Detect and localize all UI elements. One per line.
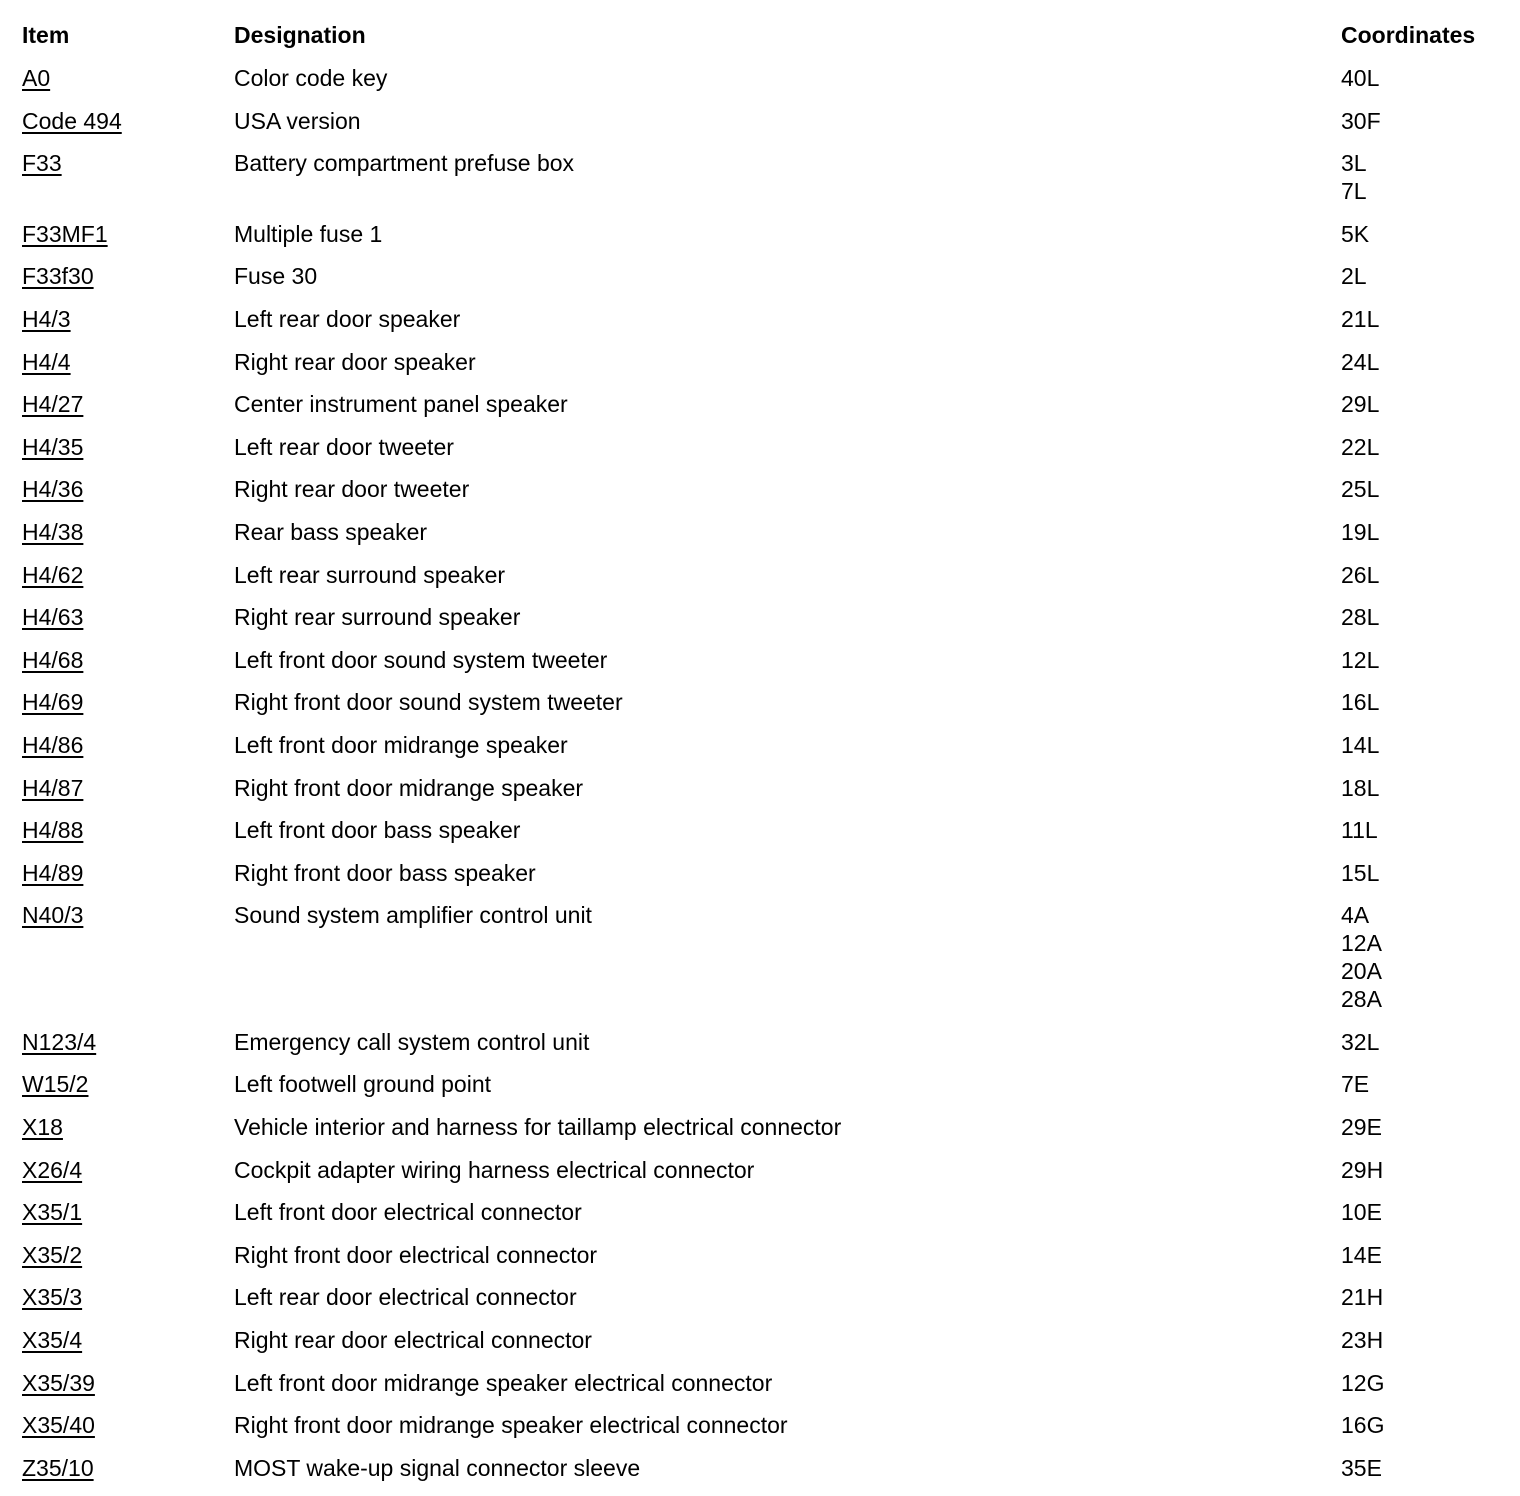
coordinate-value: 4A [1341, 902, 1370, 929]
coordinates-cell [1341, 220, 1369, 248]
table-row [0, 1369, 1520, 1412]
coordinate-value: 16G [1341, 1412, 1385, 1439]
designation-text: MOST wake-up signal connector sleeve [234, 1454, 641, 1481]
header-coordinates: Coordinates [1341, 22, 1476, 48]
item-link[interactable]: H4/35 [22, 433, 84, 460]
table-row [0, 816, 1520, 859]
coordinate-value: 2L [1341, 263, 1367, 290]
coordinate-value: 7L [1341, 178, 1367, 205]
designation-text: Right front door electrical connector [234, 1241, 598, 1268]
coordinates-cell [1341, 1369, 1384, 1397]
coordinate-value: 29L [1341, 391, 1380, 418]
coordinate-value: 15L [1341, 859, 1380, 886]
coordinate-value: 10E [1341, 1199, 1382, 1226]
coordinate-value: 32L [1341, 1028, 1380, 1055]
designation-text: Color code key [234, 65, 388, 91]
table-row [0, 1326, 1520, 1369]
coordinate-value: 26L [1341, 561, 1380, 588]
item-link[interactable]: H4/86 [22, 731, 84, 758]
designation-text: Emergency call system control unit [234, 1028, 590, 1055]
coordinate-value: 23H [1341, 1327, 1384, 1354]
coordinate-value: 12L [1341, 646, 1380, 673]
coordinate-value: 5K [1341, 220, 1370, 247]
designation-text: Center instrument panel speaker [234, 391, 568, 418]
table-row [0, 1028, 1520, 1071]
item-link[interactable]: A0 [22, 65, 51, 91]
designation-text: Left rear door electrical connector [234, 1284, 577, 1311]
table-row [0, 1070, 1520, 1113]
item-link[interactable]: H4/38 [22, 518, 84, 545]
designation-text: Left rear door tweeter [234, 433, 454, 460]
coordinate-value: 29H [1341, 1156, 1384, 1183]
coordinates-cell [1341, 561, 1379, 589]
coordinate-value: 24L [1341, 348, 1380, 375]
item-link[interactable]: H4/87 [22, 774, 84, 801]
table-row [0, 262, 1520, 305]
table-row [0, 688, 1520, 731]
coordinates-cell [1341, 1283, 1383, 1311]
table-row [0, 1283, 1520, 1326]
item-link[interactable]: H4/89 [22, 859, 84, 886]
table-row [0, 603, 1520, 646]
table-row [0, 1156, 1520, 1199]
coordinates-cell [1341, 1411, 1384, 1439]
header-designation: Designation [234, 22, 366, 48]
designation-text: Left front door midrange speaker [234, 731, 568, 758]
designation-text: Left front door electrical connector [234, 1199, 582, 1226]
item-link[interactable]: X35/39 [22, 1369, 95, 1396]
table-row [0, 731, 1520, 774]
item-link[interactable]: H4/3 [22, 305, 71, 332]
designation-text: Right rear surround speaker [234, 604, 521, 631]
table-row [0, 1454, 1520, 1496]
item-link[interactable]: X35/3 [22, 1284, 83, 1311]
coordinate-value: 14L [1341, 731, 1380, 758]
table-row [0, 518, 1520, 561]
item-link[interactable]: Code 494 [22, 107, 122, 134]
coordinates-cell [1341, 1454, 1382, 1482]
coordinates-cell [1341, 1070, 1369, 1098]
table-row [0, 348, 1520, 391]
coordinate-value: 30F [1341, 107, 1381, 134]
item-link[interactable]: F33f30 [22, 263, 94, 290]
designation-text: Right rear door electrical connector [234, 1327, 592, 1354]
coordinates-cell [1341, 107, 1381, 135]
item-link[interactable]: X18 [22, 1114, 63, 1141]
coordinate-value: 11L [1341, 817, 1378, 844]
coordinates-cell [1341, 305, 1379, 333]
item-link[interactable]: X35/2 [22, 1241, 83, 1268]
designation-text: Rear bass speaker [234, 518, 428, 545]
coordinates-cell [1341, 816, 1378, 844]
designation-text: Left front door midrange speaker electrical connector [234, 1369, 773, 1396]
designation-text: Left rear surround speaker [234, 561, 506, 588]
table-row [0, 64, 1520, 107]
item-link[interactable]: F33MF1 [22, 220, 108, 247]
designation-text: Left rear door speaker [234, 305, 461, 332]
table-row [0, 1198, 1520, 1241]
coordinate-value: 28A [1341, 986, 1382, 1013]
coordinates-cell [1341, 1028, 1379, 1056]
item-link[interactable]: H4/36 [22, 476, 84, 503]
item-link[interactable]: H4/63 [22, 604, 84, 631]
table-row [0, 561, 1520, 604]
table-row [0, 433, 1520, 476]
item-link[interactable]: F33 [22, 150, 62, 177]
table-row [0, 901, 1520, 1028]
coordinate-value: 21H [1341, 1284, 1384, 1311]
item-link[interactable]: H4/27 [22, 391, 84, 418]
table-row [0, 149, 1520, 220]
coordinates-cell [1341, 859, 1379, 887]
coordinates-cell [1341, 646, 1379, 674]
coordinates-cell [1341, 262, 1367, 290]
table-row [0, 1241, 1520, 1284]
coordinates-cell [1341, 901, 1382, 1013]
coordinates-cell [1341, 149, 1367, 205]
designation-text: Battery compartment prefuse box [234, 150, 575, 177]
coordinates-cell [1341, 64, 1379, 92]
coordinate-value: 3L [1341, 150, 1367, 177]
coordinates-cell [1341, 475, 1379, 503]
item-link[interactable]: X35/4 [22, 1327, 83, 1354]
coordinate-value: 29E [1341, 1114, 1382, 1141]
coordinates-cell [1341, 390, 1379, 418]
coordinate-value: 12G [1341, 1369, 1385, 1396]
table-row [0, 1113, 1520, 1156]
coordinates-cell [1341, 1156, 1383, 1184]
designation-text: Fuse 30 [234, 263, 318, 290]
table-row [0, 390, 1520, 433]
coordinates-cell [1341, 1113, 1382, 1141]
item-link[interactable]: H4/4 [22, 348, 71, 375]
designation-text: Left front door sound system tweeter [234, 646, 608, 673]
coordinate-value: 22L [1341, 433, 1380, 460]
table-header [0, 22, 1520, 52]
designation-text: Right rear door tweeter [234, 476, 470, 503]
designation-text: Left front door bass speaker [234, 817, 521, 844]
coordinates-cell [1341, 348, 1379, 376]
item-link[interactable]: W15/2 [22, 1071, 89, 1098]
item-link[interactable]: Z35/10 [22, 1454, 94, 1481]
table-row [0, 475, 1520, 518]
coordinate-value: 20A [1341, 958, 1382, 985]
coordinate-value: 35E [1341, 1454, 1382, 1481]
item-link[interactable]: X35/40 [22, 1412, 95, 1439]
item-link[interactable]: H4/68 [22, 646, 84, 673]
designation-text: Sound system amplifier control unit [234, 902, 592, 929]
coordinates-cell [1341, 603, 1379, 631]
table-row [0, 859, 1520, 902]
table-row [0, 107, 1520, 150]
table-row [0, 774, 1520, 817]
coordinate-value: 40L [1341, 65, 1380, 91]
designation-text: Cockpit adapter wiring harness electrical connector [234, 1156, 755, 1183]
table-row [0, 220, 1520, 263]
item-link[interactable]: X26/4 [22, 1156, 83, 1183]
coordinate-value: 25L [1341, 476, 1380, 503]
item-link[interactable]: N40/3 [22, 902, 84, 929]
item-link[interactable]: H4/69 [22, 689, 84, 716]
designation-text: Right front door midrange speaker electrical connector [234, 1412, 788, 1439]
table-row [0, 305, 1520, 348]
designation-text: Vehicle interior and harness for taillamp electrical connector [234, 1114, 842, 1141]
coordinate-value: 7E [1341, 1071, 1370, 1098]
designation-text: Multiple fuse 1 [234, 220, 383, 247]
item-link[interactable]: H4/62 [22, 561, 84, 588]
designation-text: Left footwell ground point [234, 1071, 492, 1098]
designation-text: Right rear door speaker [234, 348, 476, 375]
coordinate-value: 28L [1341, 604, 1380, 631]
table-row [0, 646, 1520, 689]
item-link[interactable]: H4/88 [22, 817, 84, 844]
table-body [0, 64, 1520, 1496]
coordinate-value: 19L [1341, 518, 1380, 545]
designation-text: Right front door bass speaker [234, 859, 536, 886]
coordinates-cell [1341, 1198, 1382, 1226]
designation-text: Right front door sound system tweeter [234, 689, 623, 716]
coordinates-cell [1341, 688, 1379, 716]
item-link[interactable]: X35/1 [22, 1199, 83, 1226]
item-link[interactable]: N123/4 [22, 1028, 97, 1055]
coordinates-cell [1341, 1326, 1383, 1354]
coordinates-cell [1341, 433, 1379, 461]
coordinate-value: 16L [1341, 689, 1380, 716]
coordinates-cell [1341, 518, 1379, 546]
coordinates-cell [1341, 731, 1379, 759]
coordinates-cell [1341, 774, 1379, 802]
coordinate-value: 21L [1341, 305, 1380, 332]
table-row [0, 1411, 1520, 1454]
coordinates-cell [1341, 1241, 1382, 1269]
coordinate-value: 12A [1341, 930, 1382, 957]
coordinate-value: 14E [1341, 1241, 1382, 1268]
coordinate-value: 18L [1341, 774, 1380, 801]
header-item: Item [22, 22, 70, 48]
designation-text: Right front door midrange speaker [234, 774, 584, 801]
designation-text: USA version [234, 107, 361, 134]
